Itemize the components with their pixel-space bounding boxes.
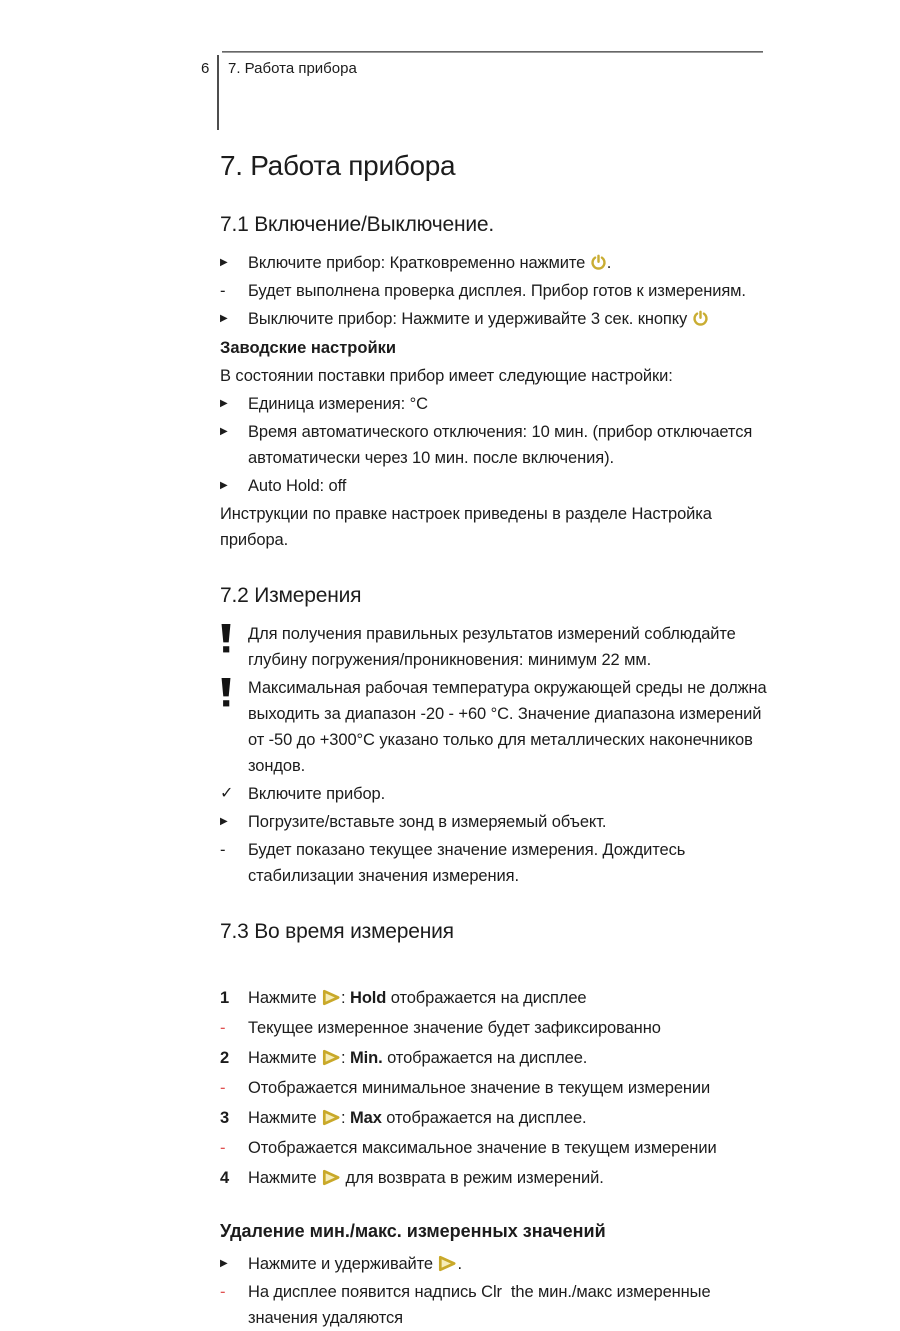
step-number: 4: [220, 1169, 230, 1187]
list-item: [220, 837, 768, 889]
triangle-arrow-icon: [321, 1109, 341, 1126]
result-item: [220, 1015, 768, 1041]
triangle-bullet: ▶: [220, 480, 228, 491]
keyword-min: Min.: [350, 1049, 383, 1067]
list-item: [220, 250, 768, 276]
text-segment: :: [341, 989, 350, 1007]
clear-minmax-subheading: Удаление мин./макс. измеренных значений: [220, 1221, 606, 1241]
triangle-bullet: ▶: [220, 426, 228, 437]
paragraph: В состоянии поставки прибор имеет следующие настройки:: [220, 367, 673, 385]
dash-bullet: -: [220, 282, 226, 300]
item-text: На дисплее появится надпись Clr the мин./макс измеренные значения удаляются: [248, 1283, 711, 1327]
list-item: [220, 391, 768, 417]
list-item: [220, 278, 768, 304]
step-number: 3: [220, 1109, 230, 1127]
triangle-bullet: ▶: [220, 398, 228, 409]
item-text: Единица измерения: °C: [248, 395, 428, 413]
item-text: Максимальная рабочая температура окружающей среды не должна выходить за диапазон -20 - +60 °C. Значение диапазона измерений от -50 до +300°C указано только для металлических наконечников зондов.: [248, 679, 767, 775]
triangle-arrow-icon: [321, 1049, 341, 1066]
exclamation-icon: [220, 675, 248, 716]
dash-bullet-red: -: [220, 1019, 226, 1037]
item-text: [248, 1045, 768, 1071]
dash-bullet-red: -: [220, 1139, 226, 1157]
item-text: Для получения правильных результатов измерений соблюдайте глубину погружения/проникновения: минимум 22 мм.: [248, 625, 736, 669]
paragraph: Инструкции по правке настроек приведены в разделе Настройка прибора.: [220, 505, 712, 549]
item-text: Погрузите/вставьте зонд в измеряемый объект.: [248, 813, 607, 831]
list-item: [220, 1251, 768, 1277]
result-item: [220, 1135, 768, 1161]
triangle-bullet: ▶: [220, 816, 228, 827]
item-text: [248, 306, 768, 332]
text-segment: отображается на дисплее.: [382, 1049, 588, 1067]
item-text: [248, 1105, 768, 1131]
text-segment: :: [341, 1049, 350, 1067]
keyword-max: Max: [350, 1109, 382, 1127]
dash-bullet: -: [220, 841, 226, 859]
triangle-bullet: ▶: [220, 1258, 228, 1269]
header-divider-line: [217, 55, 219, 130]
header-rule: [222, 51, 763, 53]
item-text: [248, 985, 768, 1011]
dash-bullet-red: -: [220, 1079, 226, 1097]
running-header-title: 7. Работа прибора: [228, 60, 357, 77]
warning-item: [220, 621, 768, 673]
text-segment: .: [457, 1255, 462, 1273]
triangle-arrow-icon: [437, 1255, 457, 1272]
step-item: [220, 985, 768, 1011]
text-segment: Нажмите и удерживайте: [248, 1255, 438, 1273]
checkmark-icon: ✓: [220, 785, 234, 802]
text-segment: .: [606, 254, 612, 272]
item-text: Отображается минимальное значение в текущем измерении: [248, 1079, 711, 1097]
section-7-1-heading: 7.1 Включение/Выключение.: [220, 213, 494, 236]
exclamation-icon: [220, 621, 248, 662]
triangle-arrow-icon: [321, 1169, 341, 1186]
text-segment: Нажмите: [248, 1169, 322, 1187]
result-item: [220, 1075, 768, 1101]
item-text: Будет показано текущее значение измерения. Дождитесь стабилизации значения измерения.: [248, 841, 686, 885]
keyword-hold: Hold: [350, 989, 387, 1007]
triangle-bullet: ▶: [220, 257, 228, 268]
triangle-bullet: ▶: [220, 313, 228, 324]
text-segment: Нажмите: [248, 989, 322, 1007]
item-text: Включите прибор.: [248, 785, 386, 803]
section-7-3-heading: 7.3 Во время измерения: [220, 920, 454, 943]
page-content: [220, 150, 768, 1331]
text-segment: Нажмите: [248, 1109, 322, 1127]
item-text: Время автоматического отключения: 10 мин. (прибор отключается автоматически через 10 мин. после включения).: [248, 423, 753, 467]
result-item: [220, 1279, 768, 1331]
item-text: [248, 250, 768, 276]
step-number: 2: [220, 1049, 230, 1067]
list-item: [220, 306, 768, 332]
list-item: [220, 809, 768, 835]
step-item: [220, 1165, 768, 1191]
page-number: 6: [201, 60, 210, 77]
step-number: 1: [220, 989, 230, 1007]
item-text: [248, 1251, 768, 1277]
power-icon: [590, 254, 607, 271]
step-item: [220, 1105, 768, 1131]
text-segment: Выключите прибор: Нажмите и удерживайте 3 сек. кнопку: [248, 310, 692, 328]
item-text: Текущее измеренное значение будет зафиксированно: [248, 1019, 661, 1037]
section-7-2-heading: 7.2 Измерения: [220, 584, 362, 607]
text-segment: Включите прибор: Кратковременно нажмите: [248, 254, 590, 272]
item-text: Отображается максимальное значение в текущем измерении: [248, 1139, 717, 1157]
text-segment: для возврата в режим измерений.: [341, 1169, 604, 1187]
page-title: 7. Работа прибора: [220, 150, 456, 181]
factory-settings-subheading: Заводские настройки: [220, 339, 396, 357]
item-text: Будет выполнена проверка дисплея. Прибор готов к измерениям.: [248, 282, 746, 300]
text-segment: отображается на дисплее.: [381, 1109, 587, 1127]
power-icon: [692, 310, 709, 327]
step-item: [220, 1045, 768, 1071]
item-text: Auto Hold: off: [248, 477, 347, 495]
text-segment: отображается на дисплее: [386, 989, 587, 1007]
warning-item: [220, 675, 768, 779]
item-text: [248, 1165, 768, 1191]
triangle-arrow-icon: [321, 989, 341, 1006]
list-item: [220, 419, 768, 471]
text-segment: Нажмите: [248, 1049, 322, 1067]
dash-bullet-red: -: [220, 1283, 226, 1301]
text-segment: :: [341, 1109, 350, 1127]
list-item: [220, 781, 768, 807]
list-item: [220, 473, 768, 499]
